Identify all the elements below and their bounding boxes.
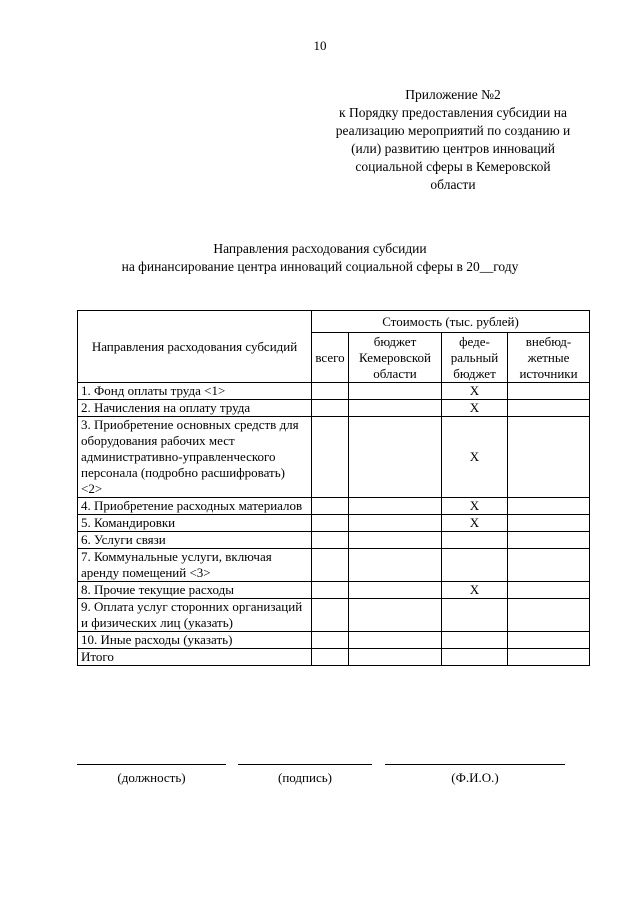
cell-total [312, 417, 349, 498]
table-row [78, 515, 590, 532]
row-label: 9. Оплата услуг сторонних организаций и физических лиц (указать) [78, 599, 312, 632]
cell-total [312, 515, 349, 532]
cell-total [312, 400, 349, 417]
cell-regional [349, 582, 442, 599]
header-cost: Стоимость (тыс. рублей) [312, 311, 590, 333]
cell-regional [349, 532, 442, 549]
header-direction: Направления расходования субсидий [78, 311, 312, 383]
table-row [78, 549, 590, 582]
appendix-line: к Порядку предоставления субсидии на [339, 105, 567, 120]
signature-line [238, 764, 372, 765]
table-row [78, 649, 590, 666]
cell-regional [349, 400, 442, 417]
row-label: 4. Приобретение расходных материалов [78, 498, 312, 515]
row-label: 2. Начисления на оплату труда [78, 400, 312, 417]
table-header-row [78, 311, 590, 333]
appendix-line: социальной сферы в Кемеровской [355, 159, 551, 174]
subheader-total: всего [312, 333, 349, 383]
cell-regional [349, 417, 442, 498]
cell-extra [508, 515, 590, 532]
name-caption: (Ф.И.О.) [451, 770, 499, 785]
title-line-2: на финансирование центра инноваций социальной сферы в 20__году [121, 259, 519, 274]
row-label: 10. Иные расходы (указать) [78, 632, 312, 649]
cell-federal: X [442, 417, 508, 498]
appendix-block [316, 86, 590, 194]
cell-federal [442, 649, 508, 666]
cell-extra [508, 582, 590, 599]
appendix-line: реализацию мероприятий по созданию и [335, 123, 571, 138]
table-row [78, 400, 590, 417]
cell-total [312, 498, 349, 515]
cell-regional [349, 549, 442, 582]
row-label: 8. Прочие текущие расходы [78, 582, 312, 599]
row-label: 3. Приобретение основных средств для оборудования рабочих мест административно-управленческого персонала (подробно расшифровать) <2> [78, 417, 312, 498]
row-label: 5. Командировки [78, 515, 312, 532]
table-row [78, 498, 590, 515]
row-label: Итого [78, 649, 312, 666]
row-label: 6. Услуги связи [78, 532, 312, 549]
appendix-line: области [430, 177, 476, 192]
expense-table [77, 310, 590, 666]
title-line-1: Направления расходования субсидии [213, 241, 427, 256]
cell-total [312, 383, 349, 400]
cell-federal: X [442, 498, 508, 515]
cell-federal [442, 532, 508, 549]
cell-federal: X [442, 582, 508, 599]
cell-regional [349, 632, 442, 649]
cell-extra [508, 532, 590, 549]
cell-total [312, 582, 349, 599]
cell-total [312, 549, 349, 582]
cell-federal: X [442, 515, 508, 532]
cell-extra [508, 599, 590, 632]
cell-extra [508, 632, 590, 649]
position-line [77, 764, 226, 765]
table-row [78, 532, 590, 549]
cell-regional [349, 498, 442, 515]
cell-federal [442, 632, 508, 649]
cell-total [312, 649, 349, 666]
cell-regional [349, 599, 442, 632]
cell-extra [508, 400, 590, 417]
appendix-line: Приложение №2 [405, 87, 501, 102]
appendix-line: (или) развитию центров инноваций [351, 141, 555, 156]
table-row [78, 383, 590, 400]
cell-extra [508, 498, 590, 515]
cell-federal [442, 599, 508, 632]
cell-federal: X [442, 383, 508, 400]
table-row [78, 582, 590, 599]
cell-regional [349, 383, 442, 400]
name-line [385, 764, 565, 765]
row-label: 1. Фонд оплаты труда <1> [78, 383, 312, 400]
subheader-regional-budget: бюджет Кемеровской области [349, 333, 442, 383]
table-row [78, 417, 590, 498]
document-title [0, 240, 640, 276]
subheader-federal-budget: феде- ральный бюджет [442, 333, 508, 383]
table-row [78, 599, 590, 632]
subheader-extrabudgetary: внебюд- жетные источники [508, 333, 590, 383]
cell-federal [442, 549, 508, 582]
cell-regional [349, 515, 442, 532]
cell-federal: X [442, 400, 508, 417]
signature-caption: (подпись) [278, 770, 332, 785]
cell-regional [349, 649, 442, 666]
cell-extra [508, 549, 590, 582]
cell-total [312, 632, 349, 649]
page-number: 10 [313, 38, 327, 53]
position-caption: (должность) [117, 770, 186, 785]
cell-extra [508, 383, 590, 400]
row-label: 7. Коммунальные услуги, включая аренду помещений <3> [78, 549, 312, 582]
cell-extra [508, 417, 590, 498]
cell-total [312, 532, 349, 549]
table-row [78, 632, 590, 649]
cell-total [312, 599, 349, 632]
cell-extra [508, 649, 590, 666]
